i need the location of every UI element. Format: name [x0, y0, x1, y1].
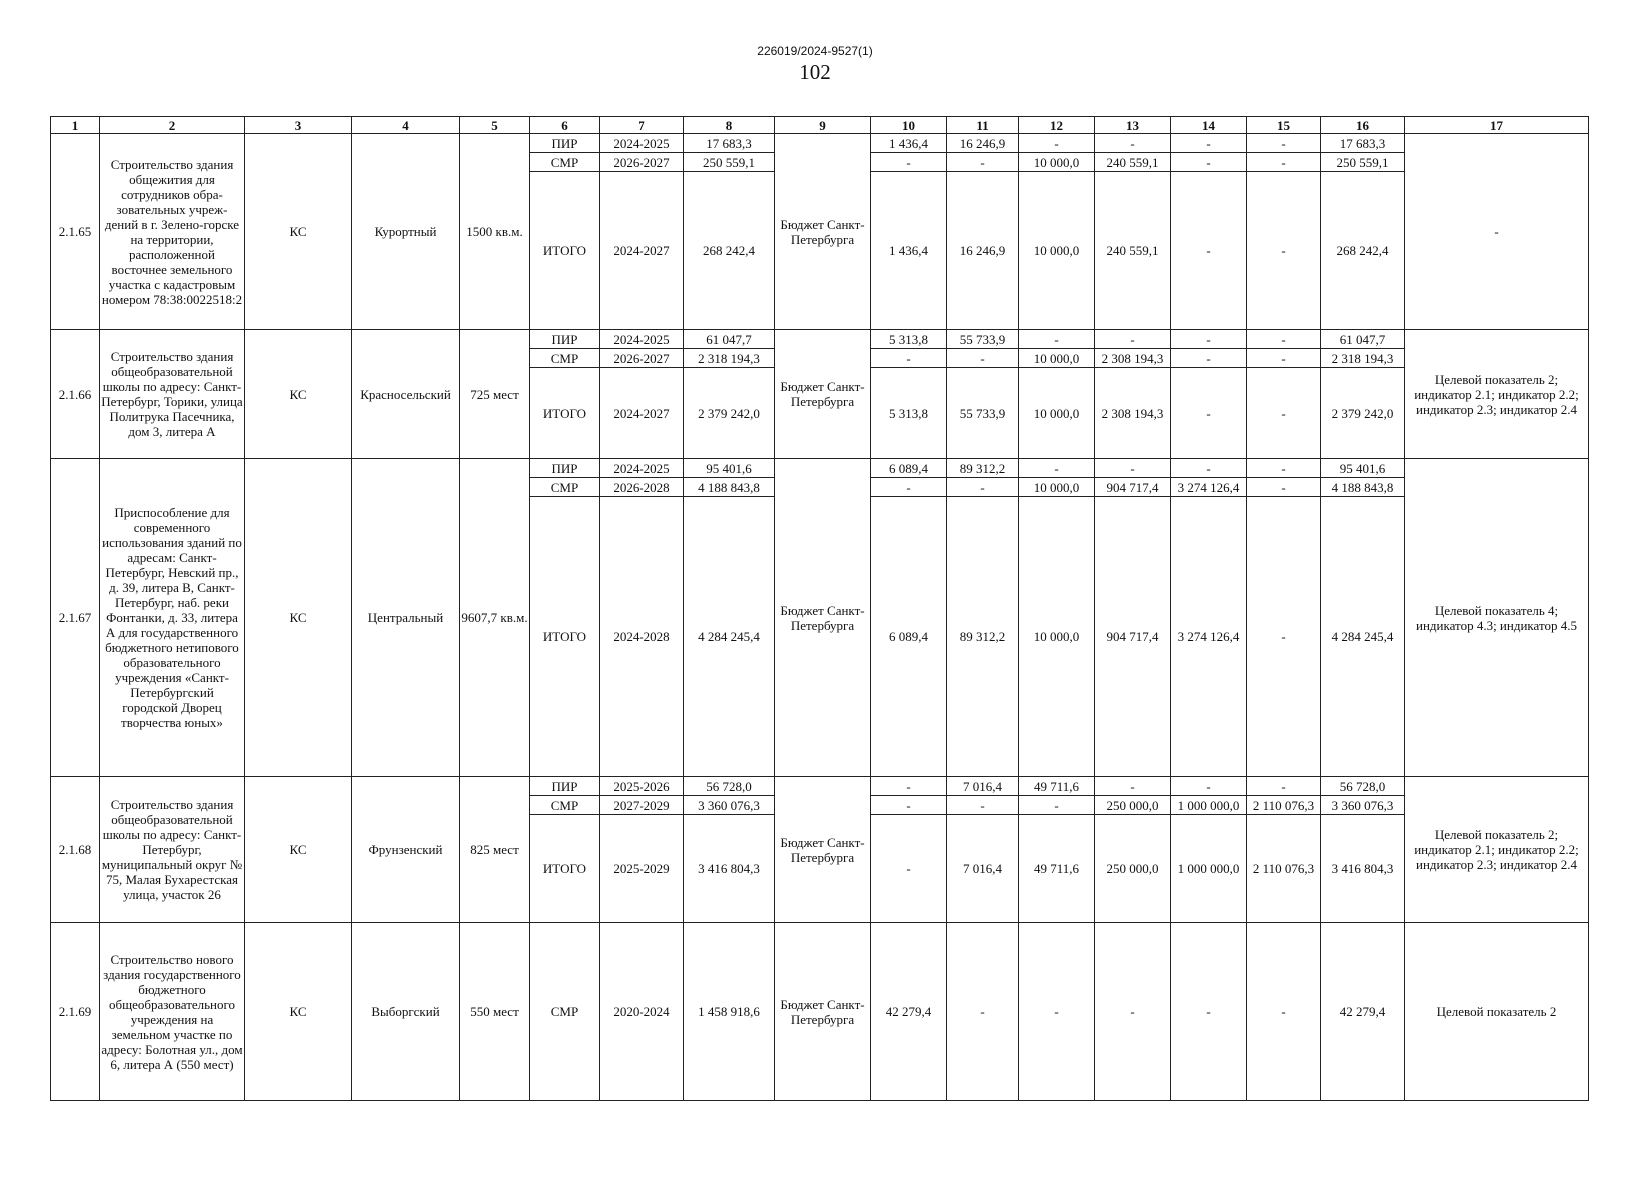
target-indicator: Целевой показатель 2: [1405, 923, 1589, 1101]
total-cost-cell: 17 683,3: [684, 134, 775, 153]
year-amount-cell: 89 312,2: [947, 497, 1019, 777]
item-number: 2.1.65: [51, 134, 100, 330]
year-amount-cell: -: [1019, 330, 1095, 349]
funding-source: Бюджет Санкт-Петербурга: [775, 459, 871, 777]
year-amount-cell: -: [1247, 478, 1321, 497]
year-amount-cell: -: [947, 478, 1019, 497]
item-number: 2.1.68: [51, 777, 100, 923]
table-row: [51, 134, 1589, 153]
period-cell: 2026-2027: [600, 153, 684, 172]
column-number-header: 14: [1171, 117, 1247, 134]
year-amount-cell: 6 089,4: [871, 497, 947, 777]
table-body: [51, 117, 1589, 1101]
district-name: Центральный: [352, 459, 460, 777]
object-name: Строительство нового здания государственного бюджетного общеобразовательного учреждения на земельном участке по адресу: Болотная ул., дом 6, литера А (550 мест): [100, 923, 245, 1101]
year-amount-cell: 240 559,1: [1095, 172, 1171, 330]
year-amount-cell: 268 242,4: [1321, 172, 1405, 330]
year-amount-cell: -: [1247, 923, 1321, 1101]
year-amount-cell: -: [947, 923, 1019, 1101]
period-cell: 2027-2029: [600, 796, 684, 815]
year-amount-cell: 7 016,4: [947, 777, 1019, 796]
column-number-header: 4: [352, 117, 460, 134]
year-amount-cell: -: [1171, 153, 1247, 172]
year-amount-cell: -: [1171, 459, 1247, 478]
year-amount-cell: 250 000,0: [1095, 815, 1171, 923]
capacity: 9607,7 кв.м.: [460, 459, 530, 777]
year-amount-cell: 5 313,8: [871, 330, 947, 349]
stage-cell: СМР: [530, 923, 600, 1101]
total-cost-cell: 4 284 245,4: [684, 497, 775, 777]
year-amount-cell: 10 000,0: [1019, 349, 1095, 368]
year-amount-cell: 250 000,0: [1095, 796, 1171, 815]
period-cell: 2024-2025: [600, 134, 684, 153]
period-cell: 2024-2027: [600, 172, 684, 330]
item-number: 2.1.69: [51, 923, 100, 1101]
document-code: 226019/2024-9527(1): [757, 44, 873, 58]
year-amount-cell: 3 274 126,4: [1171, 478, 1247, 497]
table-row: [51, 459, 1589, 478]
year-amount-cell: -: [1247, 172, 1321, 330]
year-amount-cell: 2 379 242,0: [1321, 368, 1405, 459]
year-amount-cell: -: [1247, 497, 1321, 777]
funding-source: Бюджет Санкт-Петербурга: [775, 777, 871, 923]
year-amount-cell: 240 559,1: [1095, 153, 1171, 172]
year-amount-cell: 6 089,4: [871, 459, 947, 478]
stage-cell: ИТОГО: [530, 815, 600, 923]
target-indicator: -: [1405, 134, 1589, 330]
year-amount-cell: 49 711,6: [1019, 777, 1095, 796]
year-amount-cell: -: [1171, 923, 1247, 1101]
stage-cell: ИТОГО: [530, 172, 600, 330]
object-type: КС: [245, 459, 352, 777]
object-type: КС: [245, 134, 352, 330]
year-amount-cell: -: [1095, 134, 1171, 153]
column-number-header: 8: [684, 117, 775, 134]
target-indicator: Целевой показатель 4; индикатор 4.3; индикатор 4.5: [1405, 459, 1589, 777]
column-number-header: 9: [775, 117, 871, 134]
column-number-header: 13: [1095, 117, 1171, 134]
year-amount-cell: -: [947, 349, 1019, 368]
year-amount-cell: 4 188 843,8: [1321, 478, 1405, 497]
year-amount-cell: -: [1171, 134, 1247, 153]
column-number-header: 1: [51, 117, 100, 134]
column-number-header: 10: [871, 117, 947, 134]
column-number-header: 7: [600, 117, 684, 134]
period-cell: 2026-2028: [600, 478, 684, 497]
total-cost-cell: 61 047,7: [684, 330, 775, 349]
total-cost-cell: 95 401,6: [684, 459, 775, 478]
total-cost-cell: 3 416 804,3: [684, 815, 775, 923]
year-amount-cell: 49 711,6: [1019, 815, 1095, 923]
stage-cell: ИТОГО: [530, 368, 600, 459]
target-indicator: Целевой показатель 2; индикатор 2.1; индикатор 2.2; индикатор 2.3; индикатор 2.4: [1405, 330, 1589, 459]
year-amount-cell: -: [1247, 349, 1321, 368]
funding-source: Бюджет Санкт-Петербурга: [775, 923, 871, 1101]
year-amount-cell: -: [1247, 368, 1321, 459]
stage-cell: СМР: [530, 153, 600, 172]
year-amount-cell: 1 000 000,0: [1171, 815, 1247, 923]
table-row: [51, 330, 1589, 349]
year-amount-cell: 904 717,4: [1095, 497, 1171, 777]
total-cost-cell: 56 728,0: [684, 777, 775, 796]
total-cost-cell: 268 242,4: [684, 172, 775, 330]
year-amount-cell: 2 308 194,3: [1095, 349, 1171, 368]
year-amount-cell: -: [1247, 459, 1321, 478]
year-amount-cell: -: [1247, 330, 1321, 349]
year-amount-cell: -: [1171, 368, 1247, 459]
period-cell: 2024-2028: [600, 497, 684, 777]
year-amount-cell: -: [1019, 459, 1095, 478]
year-amount-cell: 3 416 804,3: [1321, 815, 1405, 923]
year-amount-cell: 10 000,0: [1019, 368, 1095, 459]
year-amount-cell: 95 401,6: [1321, 459, 1405, 478]
year-amount-cell: 56 728,0: [1321, 777, 1405, 796]
year-amount-cell: -: [947, 153, 1019, 172]
stage-cell: СМР: [530, 349, 600, 368]
year-amount-cell: 42 279,4: [871, 923, 947, 1101]
year-amount-cell: -: [1247, 153, 1321, 172]
capacity: 550 мест: [460, 923, 530, 1101]
capacity: 725 мест: [460, 330, 530, 459]
capacity: 825 мест: [460, 777, 530, 923]
year-amount-cell: -: [871, 153, 947, 172]
stage-cell: ПИР: [530, 330, 600, 349]
year-amount-cell: 250 559,1: [1321, 153, 1405, 172]
object-type: КС: [245, 330, 352, 459]
year-amount-cell: 2 318 194,3: [1321, 349, 1405, 368]
year-amount-cell: -: [1171, 349, 1247, 368]
year-amount-cell: -: [1019, 923, 1095, 1101]
program-table: [50, 116, 1589, 1101]
column-number-header: 12: [1019, 117, 1095, 134]
page-number: 102: [799, 60, 831, 84]
target-indicator: Целевой показатель 2; индикатор 2.1; индикатор 2.2; индикатор 2.3; индикатор 2.4: [1405, 777, 1589, 923]
year-amount-cell: 55 733,9: [947, 368, 1019, 459]
item-number: 2.1.67: [51, 459, 100, 777]
column-number-header: 2: [100, 117, 245, 134]
year-amount-cell: 1 000 000,0: [1171, 796, 1247, 815]
column-number-header: 17: [1405, 117, 1589, 134]
funding-source: Бюджет Санкт-Петербурга: [775, 330, 871, 459]
year-amount-cell: -: [1019, 796, 1095, 815]
year-amount-cell: -: [1171, 172, 1247, 330]
year-amount-cell: 10 000,0: [1019, 478, 1095, 497]
stage-cell: ПИР: [530, 777, 600, 796]
district-name: Курортный: [352, 134, 460, 330]
funding-source: Бюджет Санкт-Петербурга: [775, 134, 871, 330]
year-amount-cell: -: [871, 777, 947, 796]
year-amount-cell: 10 000,0: [1019, 497, 1095, 777]
year-amount-cell: 5 313,8: [871, 368, 947, 459]
year-amount-cell: 904 717,4: [1095, 478, 1171, 497]
period-cell: 2020-2024: [600, 923, 684, 1101]
year-amount-cell: 10 000,0: [1019, 153, 1095, 172]
total-cost-cell: 2 379 242,0: [684, 368, 775, 459]
column-number-header: 11: [947, 117, 1019, 134]
year-amount-cell: 2 110 076,3: [1247, 815, 1321, 923]
year-amount-cell: -: [1095, 923, 1171, 1101]
period-cell: 2024-2027: [600, 368, 684, 459]
year-amount-cell: 2 308 194,3: [1095, 368, 1171, 459]
district-name: Красносельский: [352, 330, 460, 459]
year-amount-cell: -: [871, 478, 947, 497]
year-amount-cell: -: [1171, 330, 1247, 349]
district-name: Выборгский: [352, 923, 460, 1101]
column-number-header: 3: [245, 117, 352, 134]
object-type: КС: [245, 777, 352, 923]
year-amount-cell: -: [1247, 777, 1321, 796]
year-amount-cell: 3 360 076,3: [1321, 796, 1405, 815]
year-amount-cell: 16 246,9: [947, 172, 1019, 330]
year-amount-cell: 42 279,4: [1321, 923, 1405, 1101]
year-amount-cell: -: [947, 796, 1019, 815]
period-cell: 2026-2027: [600, 349, 684, 368]
year-amount-cell: 61 047,7: [1321, 330, 1405, 349]
capacity: 1500 кв.м.: [460, 134, 530, 330]
object-name: Приспособление для современного использования зданий по адресам: Санкт-Петербург, Невский пр., д. 39, литера В, Санкт-Петербург, наб. реки Фонтанки, д. 33, литера А для государственного бюджетного нетипового образовательного учреждения «Санкт-Петербургский городской Дворец творчества юных»: [100, 459, 245, 777]
object-name: Строительство здания общеобразовательной школы по адресу: Санкт-Петербург, муниципальный округ № 75, Малая Бухарестская улица, участок 26: [100, 777, 245, 923]
stage-cell: ПИР: [530, 134, 600, 153]
period-cell: 2025-2026: [600, 777, 684, 796]
table-row: [51, 923, 1589, 1101]
year-amount-cell: 1 436,4: [871, 134, 947, 153]
year-amount-cell: -: [1019, 134, 1095, 153]
object-name: Строительство здания общежития для сотрудников обра-зовательных учреж-дений в г. Зелено-горске на территории, расположенной восточнее земельного участка с кадастровым номером 78:38:0022518:2: [100, 134, 245, 330]
column-number-header: 6: [530, 117, 600, 134]
stage-cell: СМР: [530, 796, 600, 815]
object-name: Строительство здания общеобразовательной школы по адресу: Санкт-Петербург, Торики, улица Политрука Пасечника, дом 3, литера А: [100, 330, 245, 459]
year-amount-cell: 55 733,9: [947, 330, 1019, 349]
year-amount-cell: 3 274 126,4: [1171, 497, 1247, 777]
year-amount-cell: -: [1095, 459, 1171, 478]
total-cost-cell: 250 559,1: [684, 153, 775, 172]
district-name: Фрунзенский: [352, 777, 460, 923]
year-amount-cell: 2 110 076,3: [1247, 796, 1321, 815]
stage-cell: ИТОГО: [530, 497, 600, 777]
total-cost-cell: 3 360 076,3: [684, 796, 775, 815]
period-cell: 2024-2025: [600, 330, 684, 349]
total-cost-cell: 1 458 918,6: [684, 923, 775, 1101]
year-amount-cell: -: [1171, 777, 1247, 796]
year-amount-cell: -: [871, 349, 947, 368]
year-amount-cell: 1 436,4: [871, 172, 947, 330]
total-cost-cell: 2 318 194,3: [684, 349, 775, 368]
stage-cell: ПИР: [530, 459, 600, 478]
object-type: КС: [245, 923, 352, 1101]
year-amount-cell: -: [1095, 777, 1171, 796]
year-amount-cell: -: [871, 815, 947, 923]
year-amount-cell: 17 683,3: [1321, 134, 1405, 153]
total-cost-cell: 4 188 843,8: [684, 478, 775, 497]
year-amount-cell: 4 284 245,4: [1321, 497, 1405, 777]
column-number-header: 15: [1247, 117, 1321, 134]
year-amount-cell: -: [1095, 330, 1171, 349]
year-amount-cell: 16 246,9: [947, 134, 1019, 153]
year-amount-cell: 7 016,4: [947, 815, 1019, 923]
year-amount-cell: 10 000,0: [1019, 172, 1095, 330]
year-amount-cell: 89 312,2: [947, 459, 1019, 478]
table-row: [51, 777, 1589, 796]
column-number-row: [51, 117, 1589, 134]
column-number-header: 16: [1321, 117, 1405, 134]
period-cell: 2024-2025: [600, 459, 684, 478]
period-cell: 2025-2029: [600, 815, 684, 923]
item-number: 2.1.66: [51, 330, 100, 459]
year-amount-cell: -: [871, 796, 947, 815]
year-amount-cell: -: [1247, 134, 1321, 153]
column-number-header: 5: [460, 117, 530, 134]
stage-cell: СМР: [530, 478, 600, 497]
